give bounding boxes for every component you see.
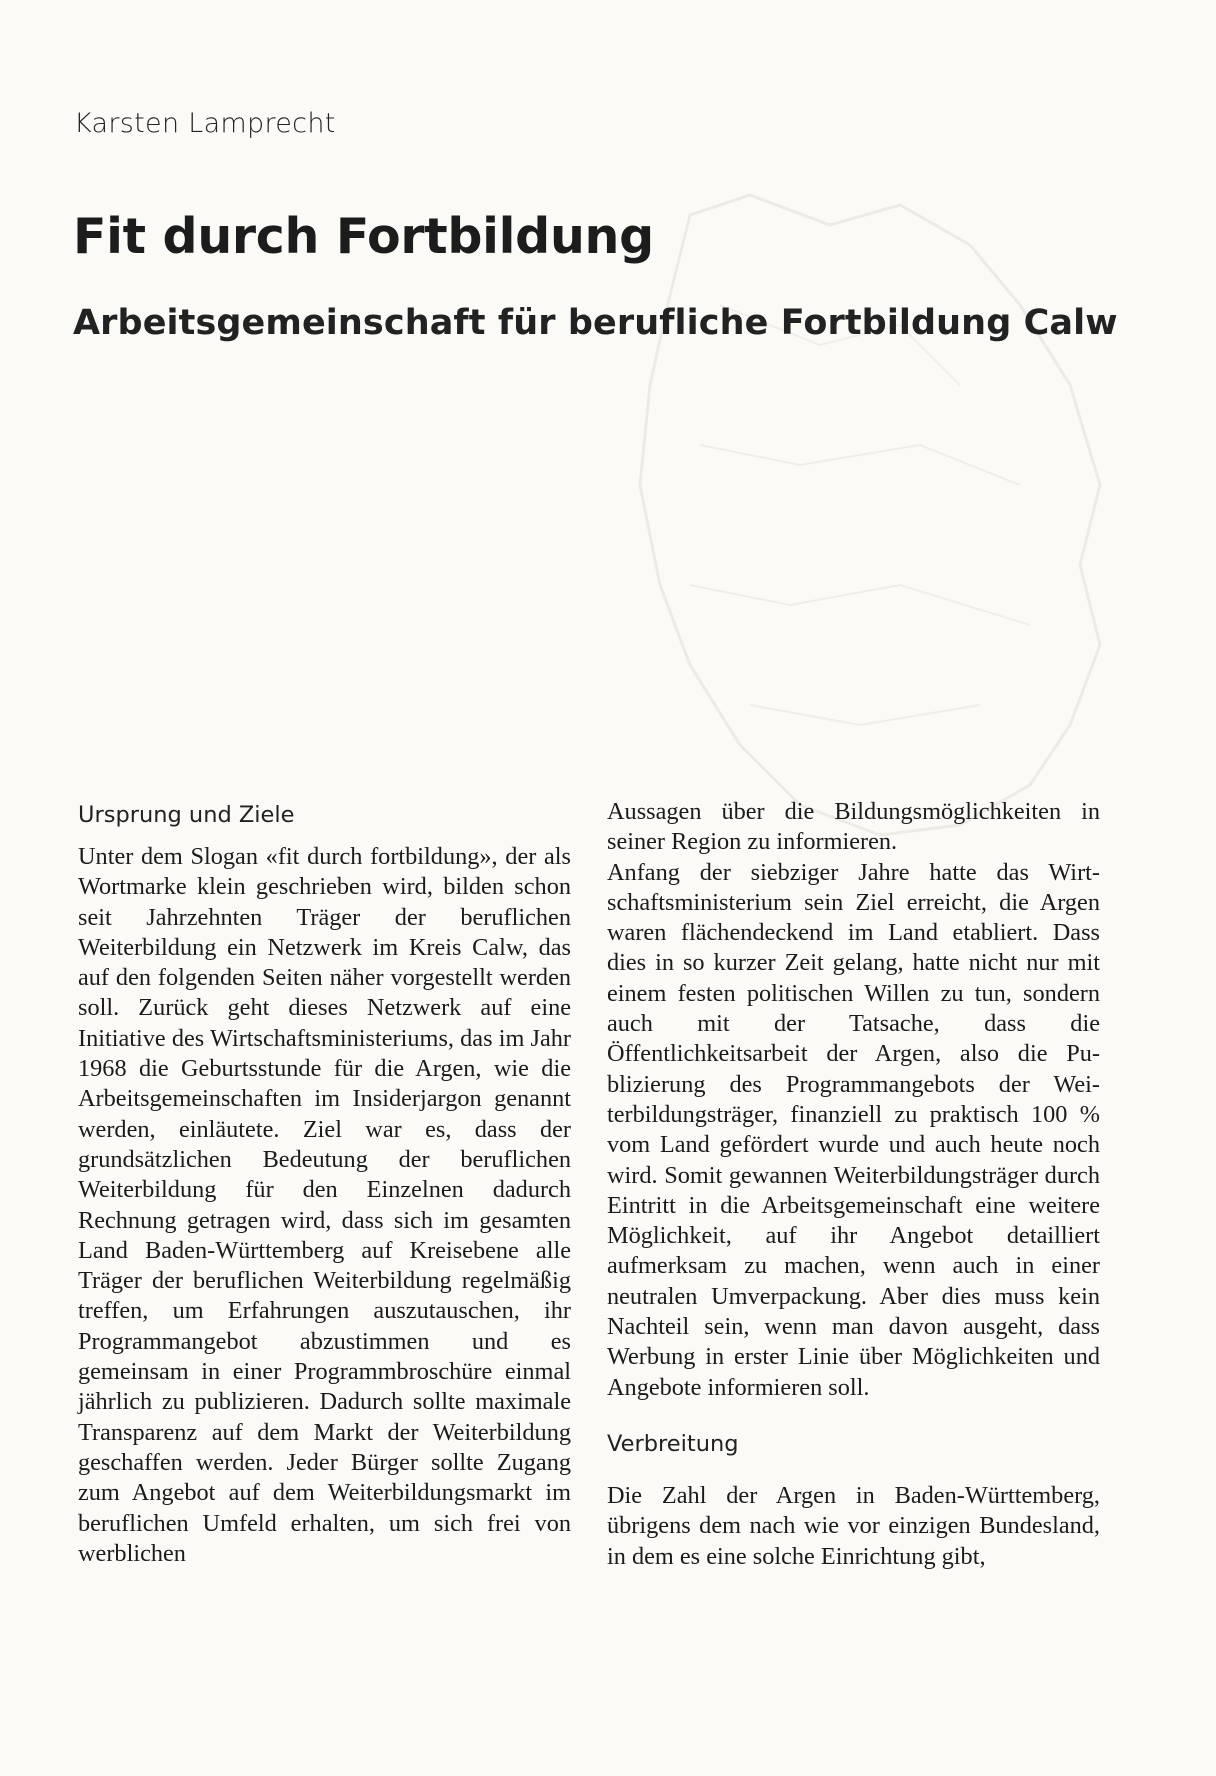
author-name: Karsten Lamprecht xyxy=(74,108,336,139)
text-column-right xyxy=(607,797,1100,1572)
paragraph-origin: Unter dem Slogan «fit durch fortbildung», der als Wortmarke klein geschrieben wird, bilden schon seit Jahrzehnten Träger der beruflichen Weiterbildung ein Netzwerk im Kreis Calw, das auf den folgenden Seiten näher vorgestellt werden soll. Zurück geht dieses Netzwerk auf eine Initiative des Wirtschaftsministeriums, das im Jahr 1968 die Geburtsstunde für die Argen, wie die Arbeitsgemeinschaften im Insiderjargon genannt werden, einläutete. Ziel war es, dass der grundsätzlichen Bedeutung der beruflichen Weiterbildung für den Einzelnen dadurch Rechnung getragen wird, dass sich im gesamten Land Baden-Württemberg auf Kreisebene alle Träger der beruflichen Weiterbildung regelmäßig treffen, um Erfahrungen auszutauschen, ihr Programmangebot abzustimmen und es gemeinsam in einer Programmbroschüre einmal jährlich zu publizieren. Dadurch sollte maximale Transparenz auf dem Markt der Weiterbildung geschaffen werden. Jeder Bürger sollte Zugang zum Angebot auf dem Weiterbildungsmarkt im beruflichen Umfeld erhalten, um sich frei von werblichen xyxy=(78,843,571,1567)
article-title: Fit durch Fortbildung xyxy=(73,208,654,265)
text-column-left xyxy=(78,800,571,1569)
bleed-through-map xyxy=(600,185,1120,845)
section-heading-distribution: Verbreitung xyxy=(607,1430,739,1457)
paragraph-origin-2: Anfang der siebziger Jahre hatte das Wirtschaftsministerium sein Ziel erreicht, die Argen waren flächendeckend im Land etabliert. Dass dies in so kurzer Zeit gelang, hatte nicht nur mit einem festen politischen Willen zu tun, sondern auch mit der Tatsache, dass die Öffentlichkeitsarbeit der Argen, also die Publizierung des Programmangebots der Weiterbildungsträger, finanziell zu praktisch 100 % vom Land gefördert wurde und auch heute noch wird. Somit gewannen Weiterbildungsträger durch Eintritt in die Arbeitsgemeinschaft eine weitere Möglichkeit, auf ihr Angebot detailliert aufmerksam zu machen, wenn auch in einer neutralen Umverpackung. Aber dies muss kein Nachteil sein, wenn man davon ausgeht, dass Werbung in erster Linie über Möglichkeiten und Angebote informieren soll. xyxy=(607,858,1100,1401)
paragraph-distribution: Die Zahl der Argen in Baden-Württemberg, übrigens dem nach wie vor einzigen Bundesland, in dem es eine solche Einrichtung gibt, xyxy=(607,1481,1100,1570)
section-heading-origin: Ursprung und Ziele xyxy=(78,802,295,828)
paragraph-origin-continuation: Aussagen über die Bildungsmöglichkeiten in seiner Region zu informieren. xyxy=(607,798,1100,856)
article-subtitle: Arbeitsgemeinschaft für berufliche Fortbildung Calw xyxy=(73,303,1118,343)
